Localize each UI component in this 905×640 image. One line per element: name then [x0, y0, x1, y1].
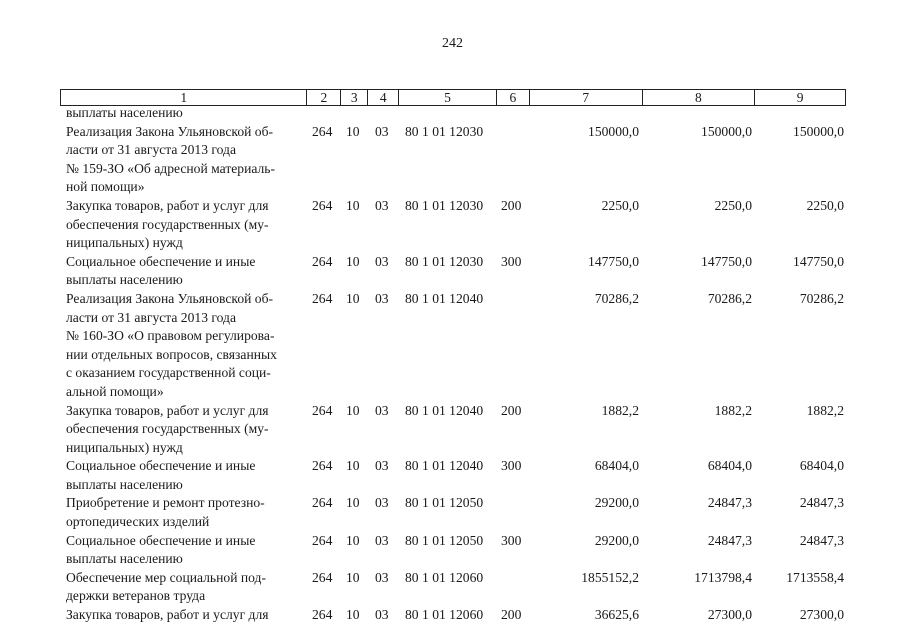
- row-target-code: 80 1 01 12060: [405, 569, 484, 585]
- row-section: 10: [346, 123, 360, 139]
- row-amount-col9: 70286,2: [799, 290, 844, 306]
- row-subsection: 03: [375, 290, 389, 306]
- row-amount-col9: 24847,3: [799, 532, 844, 548]
- row-amount-col9: 27300,0: [799, 607, 844, 623]
- row-section: 10: [346, 402, 360, 418]
- row-target-code: 80 1 01 12050: [405, 532, 484, 548]
- row-amount-col7: 36625,6: [594, 607, 639, 623]
- row-amount-col7: 29200,0: [594, 532, 639, 548]
- page-number: 242: [442, 36, 463, 51]
- row-amount-col7: 1855152,2: [581, 569, 639, 585]
- header-col-3: 3: [340, 90, 367, 105]
- row-expense-type: 300: [501, 458, 522, 474]
- header-col-8: 8: [642, 90, 755, 105]
- row-chapter: 264: [312, 607, 333, 623]
- row-subsection: 03: [375, 495, 389, 511]
- table-row: [0, 197, 905, 253]
- row-description: Социальное обеспечение и иные выплаты населению: [66, 253, 256, 288]
- row-amount-col9: 2250,0: [806, 197, 844, 213]
- row-target-code: 80 1 01 12030: [405, 197, 484, 213]
- row-amount-col8: 68404,0: [707, 458, 752, 474]
- row-target-code: 80 1 01 12030: [405, 253, 484, 269]
- table-row: [0, 532, 905, 569]
- row-section: 10: [346, 569, 360, 585]
- row-description: Закупка товаров, работ и услуг для: [66, 607, 269, 623]
- row-amount-col9: 24847,3: [799, 495, 844, 511]
- row-amount-col9: 1713558,4: [786, 569, 844, 585]
- row-amount-col7: 1882,2: [601, 402, 639, 418]
- row-description: Приобретение и ремонт протезно- ортопедических изделий: [66, 495, 265, 530]
- row-chapter: 264: [312, 569, 333, 585]
- table-row: [0, 253, 905, 290]
- row-subsection: 03: [375, 253, 389, 269]
- table-row: [0, 290, 905, 402]
- row-section: 10: [346, 290, 360, 306]
- row-target-code: 80 1 01 12050: [405, 495, 484, 511]
- row-subsection: 03: [375, 607, 389, 623]
- row-amount-col8: 147750,0: [701, 253, 752, 269]
- table-row: [0, 104, 905, 123]
- row-subsection: 03: [375, 458, 389, 474]
- row-chapter: 264: [312, 495, 333, 511]
- row-amount-col9: 68404,0: [799, 458, 844, 474]
- row-section: 10: [346, 495, 360, 511]
- row-expense-type: 200: [501, 402, 522, 418]
- row-amount-col7: 150000,0: [588, 123, 639, 139]
- header-col-6: 6: [496, 90, 529, 105]
- row-expense-type: 300: [501, 532, 522, 548]
- header-col-5: 5: [398, 90, 496, 105]
- row-target-code: 80 1 01 12040: [405, 290, 484, 306]
- row-expense-type: 300: [501, 253, 522, 269]
- row-subsection: 03: [375, 532, 389, 548]
- row-section: 10: [346, 458, 360, 474]
- row-subsection: 03: [375, 197, 389, 213]
- row-section: 10: [346, 607, 360, 623]
- table-row: [0, 123, 905, 197]
- row-amount-col9: 147750,0: [793, 253, 844, 269]
- header-col-4: 4: [367, 90, 398, 105]
- row-description: Закупка товаров, работ и услуг для обеспечения государственных (му- ниципальных) нужд: [66, 402, 269, 455]
- row-subsection: 03: [375, 402, 389, 418]
- row-chapter: 264: [312, 197, 333, 213]
- header-col-7: 7: [529, 90, 642, 105]
- row-amount-col8: 2250,0: [714, 197, 752, 213]
- row-amount-col7: 70286,2: [594, 290, 639, 306]
- row-amount-col8: 24847,3: [707, 495, 752, 511]
- row-expense-type: 200: [501, 197, 522, 213]
- row-expense-type: 200: [501, 607, 522, 623]
- row-amount-col7: 2250,0: [601, 197, 639, 213]
- row-amount-col7: 68404,0: [594, 458, 639, 474]
- row-amount-col9: 1882,2: [806, 402, 844, 418]
- row-amount-col8: 1713798,4: [694, 569, 752, 585]
- row-amount-col7: 147750,0: [588, 253, 639, 269]
- row-description: Реализация Закона Ульяновской об- ласти от 31 августа 2013 года № 159-ЗО «Об адресной материаль- ной помощи»: [66, 123, 276, 195]
- row-description: Социальное обеспечение и иные выплаты населению: [66, 532, 256, 567]
- row-description: Обеспечение мер социальной под- держки ветеранов труда: [66, 569, 266, 604]
- header-col-1: 1: [180, 90, 188, 105]
- row-chapter: 264: [312, 123, 333, 139]
- table-row: [0, 494, 905, 531]
- row-subsection: 03: [375, 123, 389, 139]
- row-amount-col8: 70286,2: [707, 290, 752, 306]
- row-amount-col8: 27300,0: [707, 607, 752, 623]
- row-section: 10: [346, 253, 360, 269]
- table-row: [0, 606, 905, 625]
- row-chapter: 264: [312, 402, 333, 418]
- row-chapter: 264: [312, 253, 333, 269]
- row-amount-col8: 150000,0: [701, 123, 752, 139]
- row-description: Реализация Закона Ульяновской об- ласти от 31 августа 2013 года № 160-ЗО «О правовом регулирова- нии отдельных вопросов, связанных с оказанием государственной соци- альной помощи»: [66, 290, 277, 399]
- row-subsection: 03: [375, 569, 389, 585]
- row-description: выплаты населению: [66, 105, 183, 120]
- table-row: [0, 569, 905, 606]
- row-target-code: 80 1 01 12060: [405, 607, 484, 623]
- row-target-code: 80 1 01 12040: [405, 402, 484, 418]
- table-row: [0, 402, 905, 458]
- row-chapter: 264: [312, 290, 333, 306]
- header-col-2: 2: [306, 90, 340, 105]
- row-amount-col7: 29200,0: [594, 495, 639, 511]
- header-col-9: 9: [754, 90, 845, 105]
- row-chapter: 264: [312, 532, 333, 548]
- row-target-code: 80 1 01 12030: [405, 123, 484, 139]
- table-row: [0, 457, 905, 494]
- row-amount-col8: 24847,3: [707, 532, 752, 548]
- row-target-code: 80 1 01 12040: [405, 458, 484, 474]
- row-description: Закупка товаров, работ и услуг для обеспечения государственных (му- ниципальных) нужд: [66, 197, 269, 251]
- table-body: [0, 104, 905, 625]
- row-amount-col9: 150000,0: [793, 123, 844, 139]
- row-section: 10: [346, 197, 360, 213]
- row-section: 10: [346, 532, 360, 548]
- row-amount-col8: 1882,2: [714, 402, 752, 418]
- row-description: Социальное обеспечение и иные выплаты населению: [66, 458, 256, 492]
- row-chapter: 264: [312, 458, 333, 474]
